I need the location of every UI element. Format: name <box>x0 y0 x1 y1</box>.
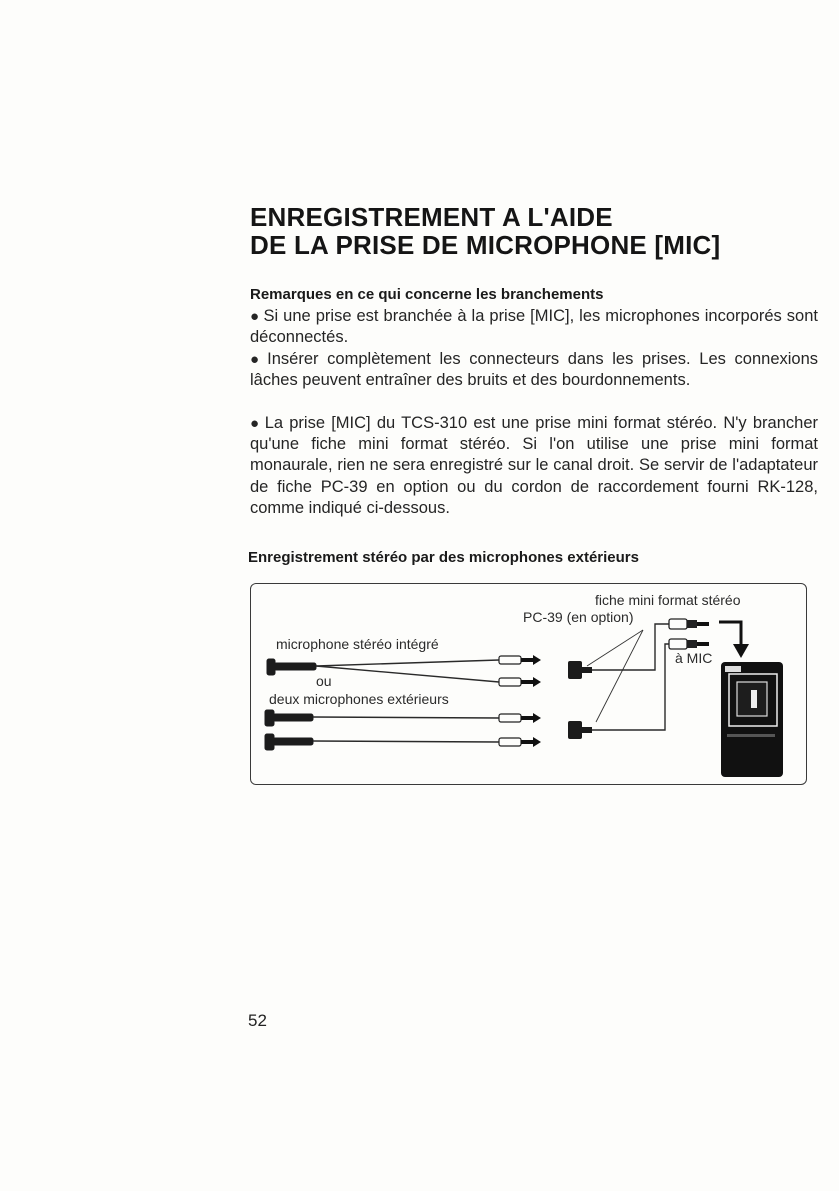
adapter-icons <box>568 661 592 739</box>
label-to-mic-jack: à MIC <box>675 650 713 666</box>
remark-bullet-3 <box>250 413 818 519</box>
bullet-icon: ● <box>250 308 260 325</box>
bullet-icon: ● <box>250 415 261 432</box>
plug-arrow-icons <box>499 655 541 747</box>
label-two-external-mics: deux microphones extérieurs <box>269 691 449 707</box>
external-microphone-left-icon <box>265 710 313 726</box>
page-number: 52 <box>248 1011 267 1030</box>
label-pc39-adapter: PC-39 (en option) <box>523 609 634 625</box>
bullet-icon: ● <box>250 351 264 368</box>
label-integrated-stereo-mic: microphone stéréo intégré <box>276 636 439 652</box>
page-title-line-1: ENREGISTREMENT A L'AIDE <box>250 202 613 232</box>
stereo-microphone-icon <box>267 659 316 675</box>
page-title-line-2: DE LA PRISE DE MICROPHONE [MIC] <box>250 230 721 260</box>
remark-bullet-2 <box>250 349 818 391</box>
connection-diagram <box>250 583 807 785</box>
cassette-recorder-icon <box>721 662 783 777</box>
label-or: ou <box>316 673 332 689</box>
external-microphone-right-icon <box>265 734 313 750</box>
remark-text-3: La prise [MIC] du TCS-310 est une prise mini format stéréo. N'y brancher qu'une fiche mini format stéréo. Si l'on utilise une prise mini format monaurale, rien ne sera enregistré sur le canal droit. Se servir de l'adaptateur de fiche PC-39 en option ou du cordon de raccordement fourni RK-128, comme indiqué ci-dessous. <box>250 414 818 517</box>
insert-arrow-icon <box>719 622 749 658</box>
remark-bullet-1 <box>250 306 818 348</box>
label-mini-stereo-plug: fiche mini format stéréo <box>595 592 741 608</box>
remarks-heading: Remarques en ce qui concerne les branchements <box>250 286 604 303</box>
remark-text-1: Si une prise est branchée à la prise [MIC], les microphones incorporés sont déconnectés. <box>250 307 818 347</box>
mini-plug-icons <box>669 619 709 649</box>
page-title <box>250 203 810 259</box>
remark-text-2: Insérer complètement les connecteurs dans les prises. Les connexions lâches peuvent entraîner des bruits et des bourdonnements. <box>250 350 819 390</box>
section-heading: Enregistrement stéréo par des microphones extérieurs <box>248 549 639 566</box>
